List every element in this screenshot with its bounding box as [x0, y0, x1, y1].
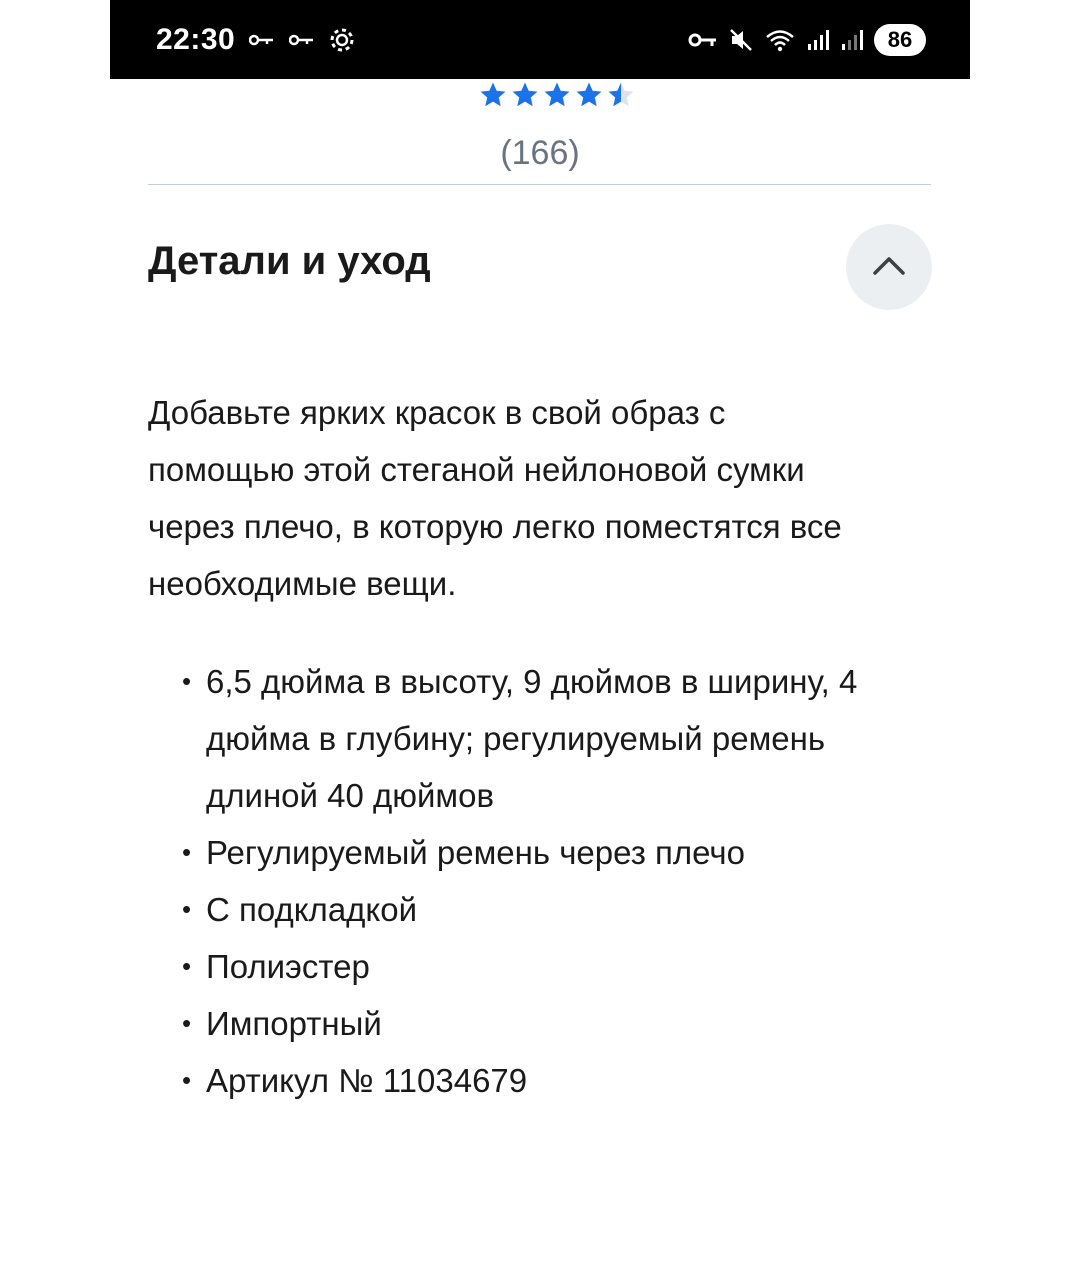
wifi-icon — [764, 27, 796, 53]
key-icon — [289, 32, 315, 48]
list-item: • Артикул № 11034679 — [206, 1052, 946, 1109]
star-full-icon — [574, 79, 604, 111]
status-left — [156, 0, 355, 79]
chevron-up-icon — [869, 253, 909, 282]
vpn-key-icon — [688, 31, 718, 49]
signal-icon — [840, 28, 864, 52]
status-bar — [110, 0, 970, 79]
section-title: Детали и уход — [148, 239, 431, 283]
mute-icon — [728, 27, 754, 53]
list-item: • С подкладкой — [206, 881, 946, 938]
signal-icon — [806, 28, 830, 52]
battery-indicator: 86 — [874, 24, 926, 56]
star-full-icon — [478, 79, 508, 111]
phone-screen — [110, 0, 970, 1280]
star-full-icon — [542, 79, 572, 111]
list-item: • Регулируемый ремень через плечо — [206, 824, 946, 881]
key-icon — [249, 32, 275, 48]
settings-icon — [329, 27, 355, 53]
divider — [148, 184, 931, 185]
star-full-icon — [510, 79, 540, 111]
list-item: • Импортный — [206, 995, 946, 1052]
list-item: • Полиэстер — [206, 938, 946, 995]
collapse-button[interactable] — [846, 224, 932, 310]
product-description: Добавьте ярких красок в свой образ с помощью этой стеганой нейлоновой сумки через плечо, в которую легко поместятся все необходимые вещи. — [148, 394, 842, 602]
review-count[interactable]: (166) — [500, 134, 580, 172]
rating-stars — [478, 79, 636, 111]
feature-list — [148, 653, 946, 1109]
status-time: 22:30 — [156, 22, 236, 56]
star-half-icon — [606, 79, 636, 111]
status-right — [688, 0, 926, 79]
list-item: • 6,5 дюйма в высоту, 9 дюймов в ширину, 4 дюйма в глубину; регулируемый ремень длиной 40 дюймов — [206, 653, 946, 824]
